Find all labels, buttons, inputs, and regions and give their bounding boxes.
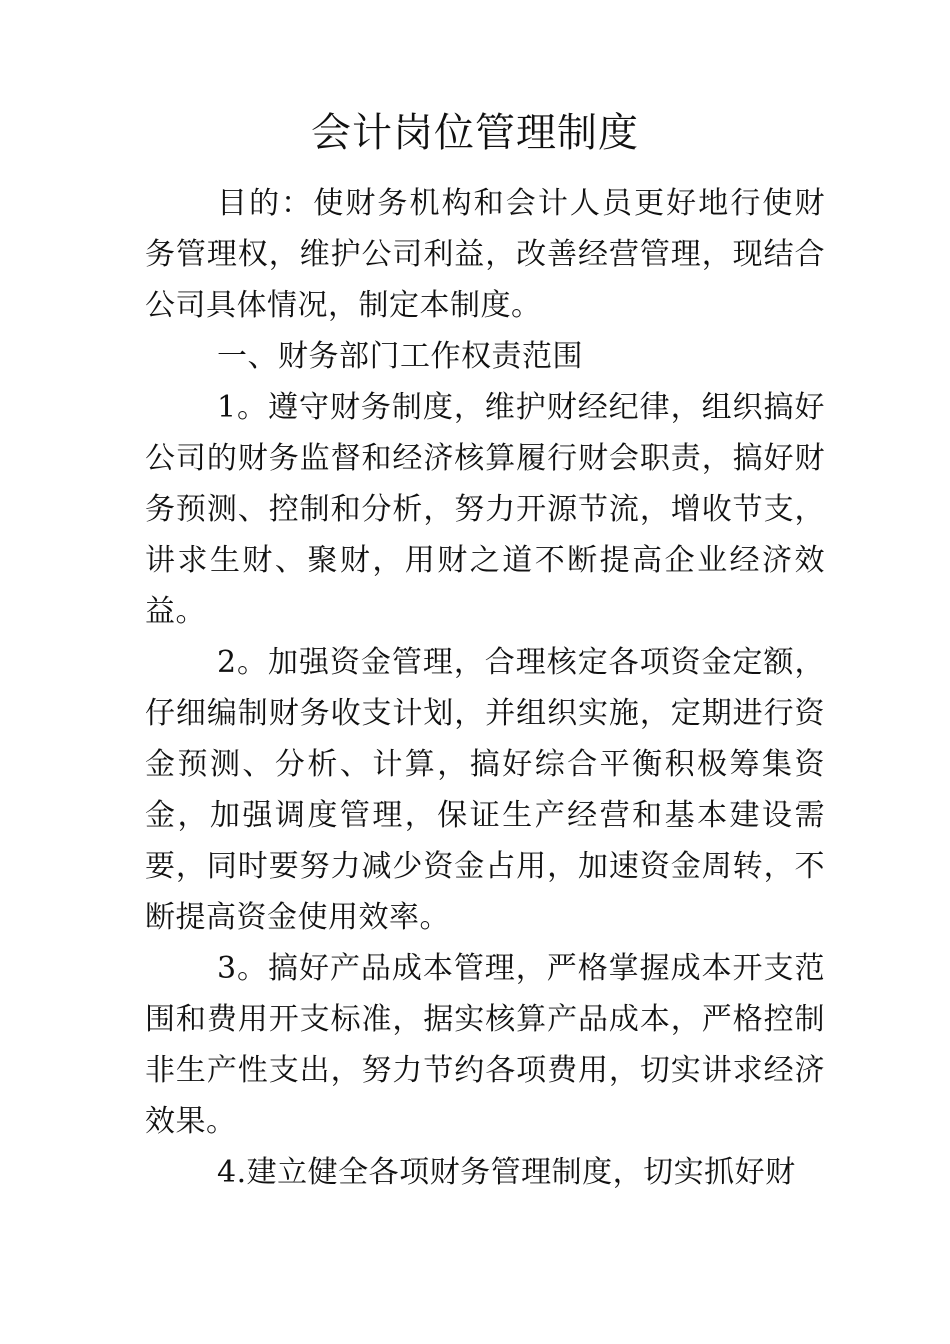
section-heading-1: 一、财务部门工作权责范围 — [217, 339, 583, 374]
clause-4-paragraph: 4.建立健全各项财务管理制度，切实抓好财 — [217, 1155, 796, 1190]
clause-3-paragraph: 3。搞好产品成本管理，严格掌握成本开支范围和费用开支标准，据实核算产品成本，严格控制非生产性支出，努力节约各项费用，切实讲求经济效果。 — [145, 951, 825, 1139]
document-title: 会计岗位管理制度 — [311, 110, 639, 156]
clause-1-paragraph: 1。遵守财务制度，维护财经纪律，组织搞好公司的财务监督和经济核算履行财会职责，搞好财务预测、控制和分析，努力开源节流，增收节支，讲求生财、聚财，用财之道不断提高企业经济效益。 — [145, 390, 825, 629]
purpose-paragraph: 目的：使财务机构和会计人员更好地行使财务管理权，维护公司利益，改善经营管理，现结合公司具体情况，制定本制度。 — [145, 186, 825, 323]
clause-2-paragraph: 2。加强资金管理，合理核定各项资金定额，仔细编制财务收支计划，并组织实施，定期进行资金预测、分析、计算，搞好综合平衡积极筹集资金，加强调度管理，保证生产经营和基本建设需要，同时要努力减少资金占用，加速资金周转，不断提高资金使用效率。 — [145, 645, 825, 935]
document-body — [145, 178, 825, 1198]
